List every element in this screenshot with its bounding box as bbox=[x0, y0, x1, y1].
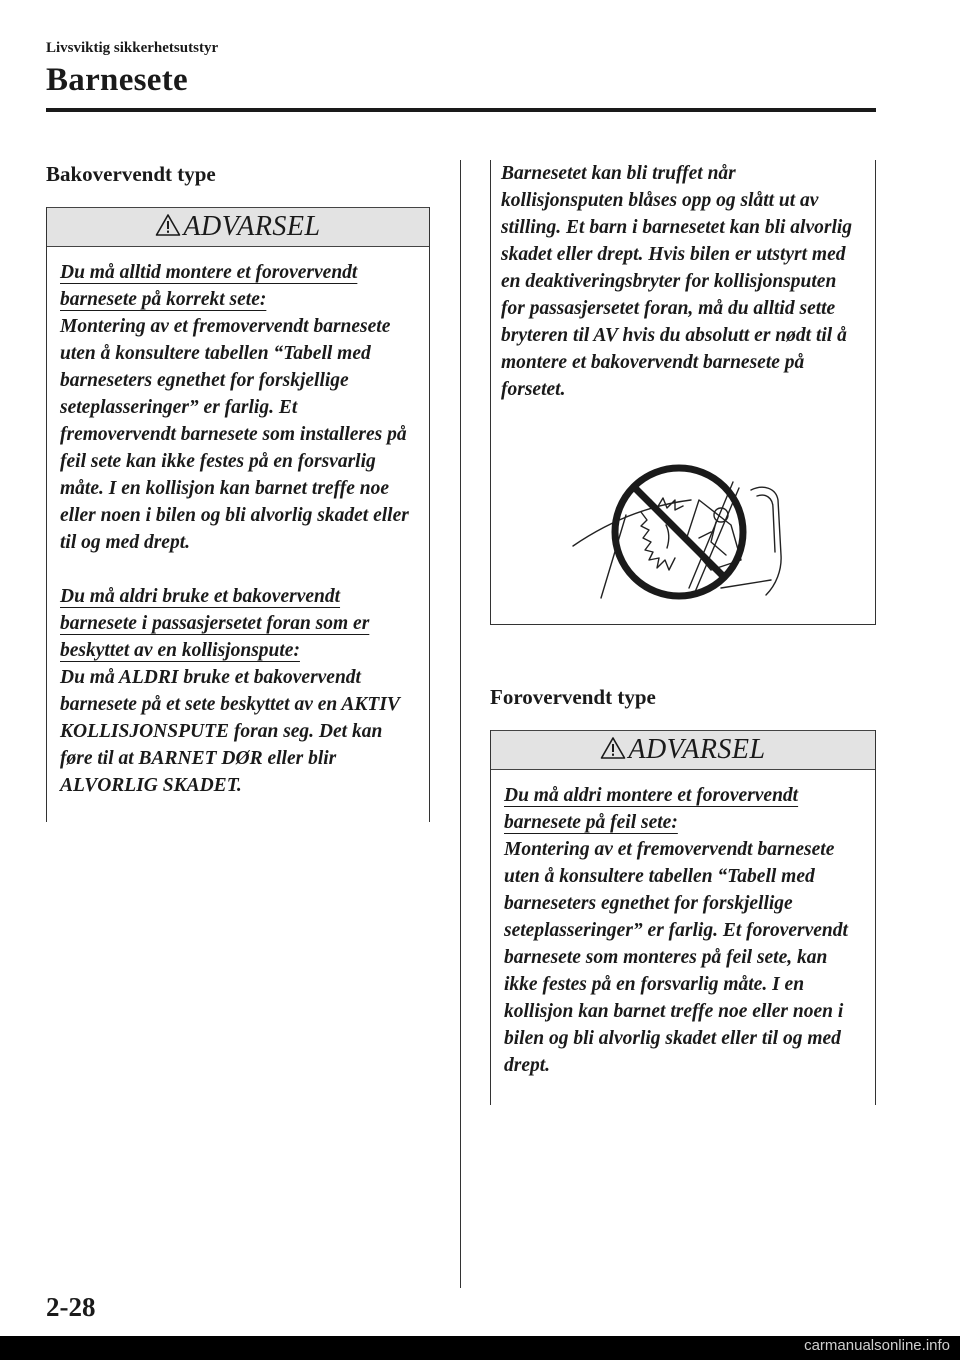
warning-triangle-icon bbox=[155, 213, 181, 237]
warning-header bbox=[47, 207, 429, 247]
warning-label: ADVARSEL bbox=[183, 211, 321, 242]
page-title: Barnesete bbox=[46, 62, 188, 98]
warning-label: ADVARSEL bbox=[628, 734, 766, 765]
column-divider bbox=[460, 160, 461, 1288]
warning-body bbox=[491, 770, 875, 1079]
warning-block-text: Du må ALDRI bruke et bakovervendt barnesete på et sete beskyttet av en AKTIV KOLLISJONSPUTE foran seg. Det kan føre til at BARNET DØR eller blir ALVORLIG SKADET. bbox=[60, 667, 400, 796]
warning-block-title: Du må aldri montere et forovervendt barnesete på feil sete: bbox=[504, 785, 799, 833]
continued-warning-text: Barnesetet kan bli truffet når kollisjonsputen blåses opp og slått ut av stilling. Et barn i barnesetet kan bli alvorlig skadet eller drept. Hvis bilen er utstyrt med en deaktiveringsbryter for kollisjonsputen for passasjersetet foran, må du alltid sette bryteren til AV hvis du absolutt er nødt til å montere et bakovervendt barnesete på forsetet. bbox=[501, 163, 853, 400]
warning-block-text: Montering av et fremovervendt barnesete uten å konsultere tabellen “Tabell med barneseters egnethet for forskjellige seteplasseringer” er farlig. Et forovervendt barnesete som monteres på feil sete, kan ikke festes på en forsvarlig måte. I en kollisjon kan barnet treffe noe eller noen i bilen og bli alvorlig skadet eller til og med drept. bbox=[504, 839, 848, 1076]
rear-facing-heading: Bakovervendt type bbox=[46, 162, 216, 186]
page-number: 2-28 bbox=[46, 1292, 96, 1322]
continued-warning-box bbox=[490, 160, 876, 625]
forward-facing-heading: Forovervendt type bbox=[490, 685, 656, 709]
warning-block-title: Du må alltid montere et forovervendt barnesete på korrekt sete: bbox=[60, 262, 358, 310]
no-rear-facing-seat-airbag-illustration bbox=[571, 460, 801, 600]
section-kicker: Livsviktig sikkerhetsutstyr bbox=[46, 40, 219, 56]
warning-body bbox=[47, 247, 429, 799]
header-rule bbox=[46, 108, 876, 112]
forward-facing-warning-box bbox=[490, 730, 876, 1105]
rear-facing-warning-box bbox=[46, 207, 430, 822]
warning-triangle-icon bbox=[600, 736, 626, 760]
watermark: carmanualsonline.info bbox=[804, 1337, 950, 1354]
warning-header bbox=[491, 730, 875, 770]
warning-block-title: Du må aldri bruke et bakovervendt barnesete i passasjersetet foran som er beskyttet av en kollisjonspute: bbox=[60, 586, 370, 661]
warning-block-text: Montering av et fremovervendt barnesete uten å konsultere tabellen “Tabell med barneseters egnethet for forskjellige seteplasseringer” er farlig. Et fremovervendt barnesete som installeres på feil sete kan ikke festes på en forsvarlig måte. I en kollisjon kan barnet treffe noe eller noen i bilen og bli alvorlig skadet eller til og med drept. bbox=[60, 316, 409, 553]
